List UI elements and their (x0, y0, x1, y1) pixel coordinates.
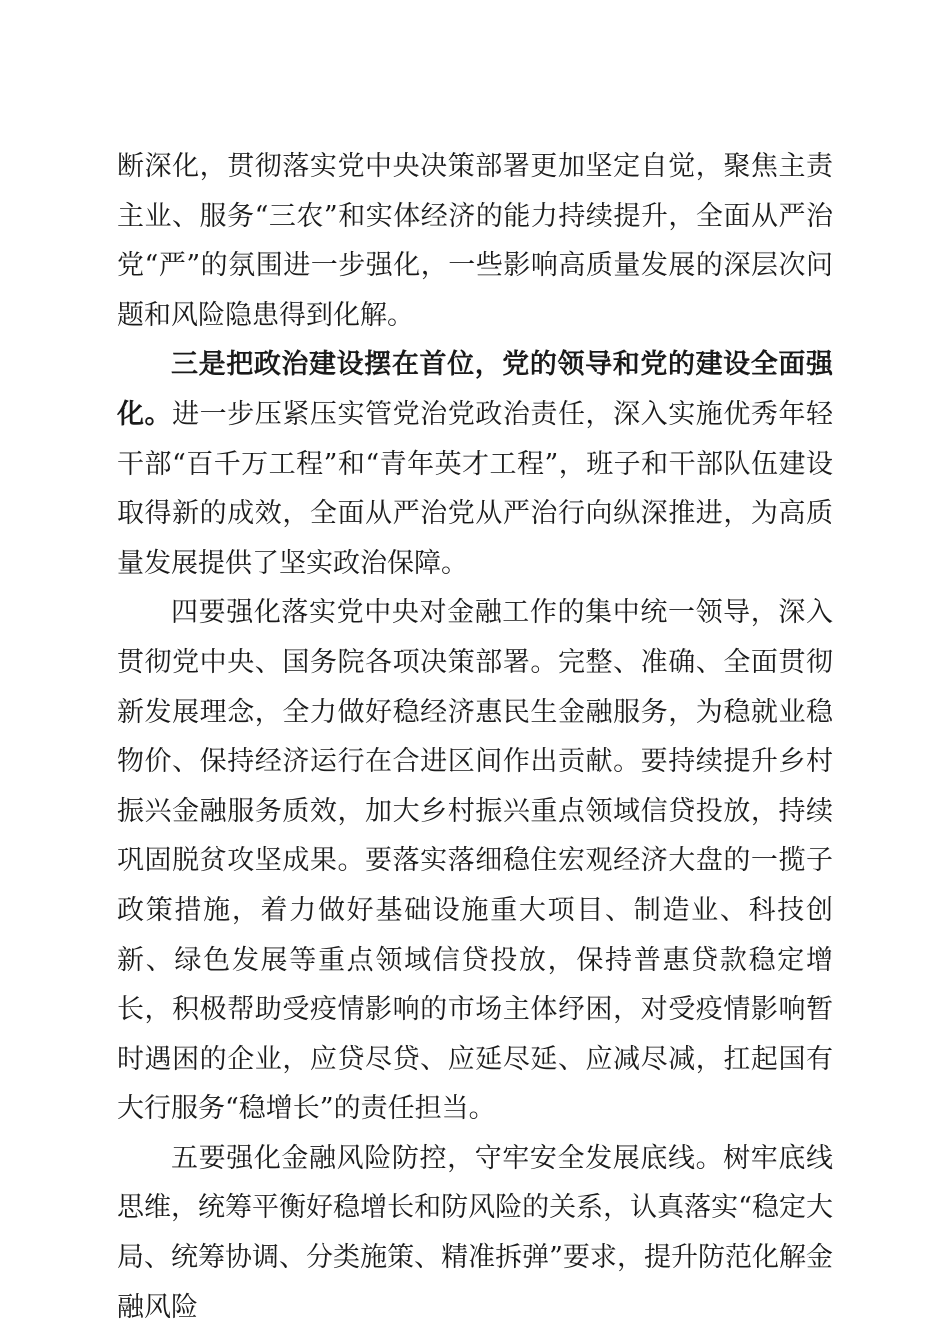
paragraph-point-three (117, 340, 833, 588)
paragraph-heading: 三是把政治建设摆在首位，党的领导和党的建设全面强化。 (117, 349, 833, 430)
document-body (117, 142, 833, 1332)
paragraph-text: 断深化，贯彻落实党中央决策部署更加坚定自觉，聚焦主责主业、服务“三农”和实体经济的能力持续提升，全面从严治党“严”的氛围进一步强化，一些影响高质量发展的深层次问题和风险隐患得到化解。 (117, 151, 833, 331)
paragraph-text: 进一步压紧压实管党治党政治责任，深入实施优秀年轻干部“百千万工程”和“青年英才工程”，班子和干部队伍建设取得新的成效，全面从严治党从严治行向纵深推进，为高质量发展提供了坚实政治保障。 (117, 398, 834, 579)
paragraph-continuation (117, 142, 833, 340)
paragraph-text: 五要强化金融风险防控，守牢安全发展底线。树牢底线思维，统筹平衡好稳增长和防风险的关系，认真落实“稳定大局、统筹协调、分类施策、精准拆弹”要求，提升防范化解金融风险 (117, 1142, 833, 1323)
paragraph-text: 四要强化落实党中央对金融工作的集中统一领导，深入贯彻党中央、国务院各项决策部署。完整、准确、全面贯彻新发展理念，全力做好稳经济惠民生金融服务，为稳就业稳物价、保持经济运行在合进区间作出贡献。要持续提升乡村振兴金融服务质效，加大乡村振兴重点领域信贷投放，持续巩固脱贫攻坚成果。要落实落细稳住宏观经济大盘的一揽子政策措施，着力做好基础设施重大项目、制造业、科技创新、绿色发展等重点领域信贷投放，保持普惠贷款稳定增长，积极帮助受疫情影响的市场主体纾困，对受疫情影响暂时遇困的企业，应贷尽贷、应延尽延、应减尽减，扛起国有大行服务“稳增长”的责任担当。 (117, 597, 833, 1125)
paragraph-point-four (117, 588, 833, 1134)
paragraph-point-five (117, 1134, 833, 1332)
